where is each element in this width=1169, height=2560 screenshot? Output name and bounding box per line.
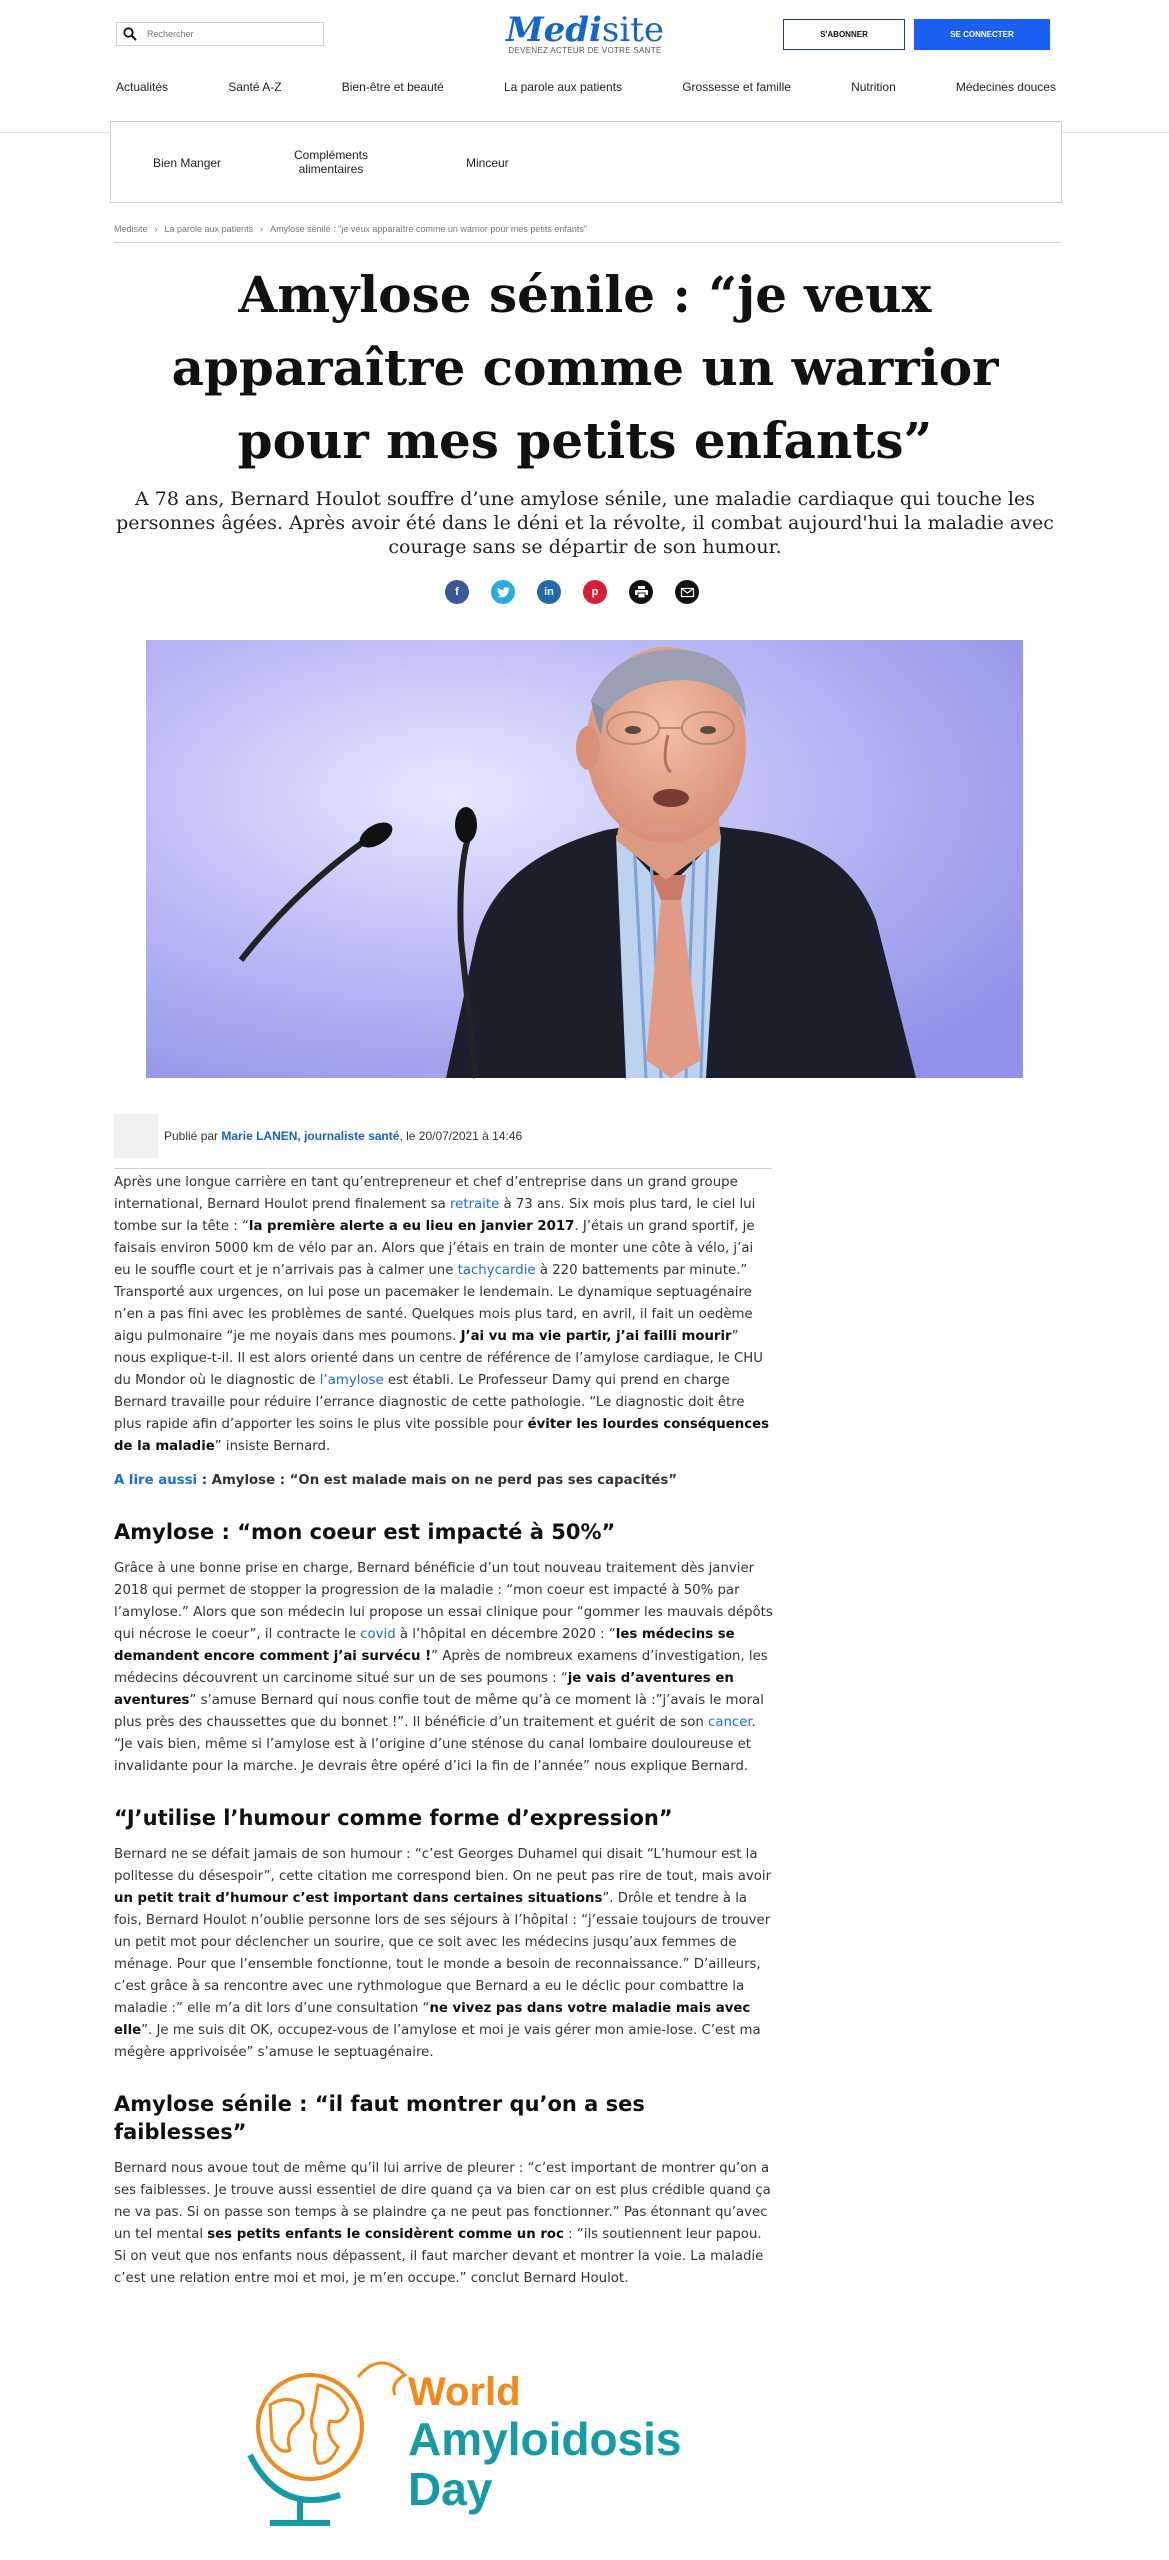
search-bar[interactable] <box>116 22 324 46</box>
also-read[interactable] <box>114 1470 774 1492</box>
also-read-title[interactable]: : Amylose : “On est malade mais on ne perd pas ses capacités” <box>197 1473 678 1488</box>
nav-item-bien-etre[interactable]: Bien-être et beauté <box>341 80 444 94</box>
article-body <box>114 1172 774 2302</box>
link-tachycardie[interactable]: tachycardie <box>457 1263 536 1278</box>
print-icon[interactable] <box>629 580 653 604</box>
search-input[interactable] <box>145 28 309 40</box>
text: . J’étais un grand sportif, je faisais environ 5000 km de vélo par an. Alors que j’étais en train de monter une côte à vélo, j’ai eu le souffle court et je n’arrivais pas à calmer une <box>114 1219 755 1278</box>
text: ”. Drôle et tendre à la fois, Bernard Houlot n’oublie personne lors de ses séjours à l’hôpital : “j’essaie toujours de trouver un petit mot pour déclencher un sourire, que ce soit avec les médecins jusqu’aux femmes de ménage. Pour que l’ensemble fonctionne, tout le monde a besoin de reconnaissance.” D’ailleurs, c’est grâce à sa rencontre avec une rythmologue que Bernard a eu le déclic pour combattre la maladie :” elle m’a dit lors d’une consultation “ <box>114 1891 771 2016</box>
bold-text: éviter les lourdes conséquences de la maladie <box>114 1417 770 1454</box>
bold-text: ses petits enfants le considèrent comme un roc <box>207 2227 564 2242</box>
pinterest-icon[interactable]: p <box>583 580 607 604</box>
breadcrumb-current: Amylose sénile : "je veux apparaître comme un warrior pour mes petits enfants" <box>270 224 588 234</box>
author-avatar <box>114 1114 158 1158</box>
text: à 73 ans. Six mois plus tard, le ciel lui tombe sur la tête : “ <box>114 1197 756 1234</box>
text: Bernard nous avoue tout de même qu’il lui arrive de pleurer : “c’est important de montrer qu’on a ses faiblesses. Je trouve aussi essentiel de dire quand ça va bien car on est plus crédible quand ça ne va pas. Si on passe son temps à se plaindre ça ne peut pas fonctionner.” Pas étonnant qu’avec un tel mental <box>114 2161 771 2242</box>
paragraph-2 <box>114 1558 774 1778</box>
world-amyloidosis-day-logo <box>230 2355 682 2535</box>
link-cancer[interactable]: cancer <box>708 1715 752 1730</box>
byline-prefix: Publié par <box>164 1129 219 1143</box>
breadcrumb-home[interactable]: Medisite <box>114 224 148 234</box>
text: : “ils soutiennent leur papou. Si on veut que nos enfants nous dépassent, il faut marcher devant et montrer la voie. La maladie c’est une relation entre moi et moi, je m’en occupe.” conclut Bernard Houlot. <box>114 2227 764 2286</box>
login-button[interactable]: SE CONNECTER <box>914 19 1050 50</box>
text: ”. Je me suis dit OK, occupez-vous de l’amylose et moi je vais gérer mon amie-lose. C’est ma mégère apprivoisée” s’amuse le septuagénaire. <box>114 2023 761 2060</box>
main-nav <box>116 80 1056 94</box>
nutrition-submenu <box>110 121 1062 203</box>
nav-item-nutrition[interactable]: Nutrition <box>851 80 896 94</box>
nav-item-medecines-douces[interactable]: Médecines douces <box>955 80 1056 94</box>
section-heading-3: Amylose sénile : “il faut montrer qu’on a ses faiblesses” <box>114 2092 645 2144</box>
globe-icon <box>250 2363 405 2523</box>
bold-text: les médecins se demandent encore comment j’ai survécu ! <box>114 1627 735 1664</box>
page-title: Amylose sénile : “je veux apparaître comme un warrior pour mes petits enfants” <box>171 265 999 470</box>
submenu-item-bien-manger[interactable]: Bien Manger <box>153 156 222 170</box>
author-link[interactable]: Marie LANEN, journaliste santé <box>221 1129 400 1143</box>
nav-item-sante-az[interactable]: Santé A-Z <box>228 80 282 94</box>
text: ” s’amuse Bernard qui nous confie tout de même qu’à ce moment là :”j’avais le moral plus près des chaussettes que du bonnet !”. Il bénéficie d’un traitement et guérit de son <box>114 1693 764 1730</box>
share-bar <box>445 580 699 604</box>
bold-text: la première alerte a eu lieu en janvier 2017 <box>248 1219 575 1234</box>
logo-prefix: Medi <box>505 10 602 50</box>
nav-item-parole-patients[interactable]: La parole aux patients <box>503 80 623 94</box>
submenu-item-minceur[interactable]: Minceur <box>466 156 509 170</box>
bold-text: je vais d’aventures en aventures <box>114 1671 734 1708</box>
text: . “Je vais bien, même si l’amylose est à l’origine d’une sténose du canal lombaire douloureuse et invalidante pour la marche. Je devrais être opéré d’ici la fin de l’année” nous explique Bernard. <box>114 1715 756 1774</box>
breadcrumb-divider <box>114 242 1060 243</box>
article-intro: A 78 ans, Bernard Houlot souffre d’une amylose sénile, une maladie cardiaque qui touche les personnes âgées. Après avoir été dans le déni et la révolte, il combat aujourd'hui la maladie avec courage sans se départir de son humour. <box>116 488 1054 558</box>
breadcrumb: Medisite › La parole aux patients › Amylose sénile : "je veux apparaître comme un warrior pour mes petits enfants" <box>114 224 588 234</box>
text: Grâce à une bonne prise en charge, Bernard bénéficie d’un tout nouveau traitement dès janvier 2018 qui permet de stopper la progression de la maladie : “mon coeur est impacté à 50% par l’amylose.” Alors que son médecin lui propose un essai clinique pour “gommer les mauvais dépôts qui nécrose le coeur”, il contracte le <box>114 1561 773 1642</box>
text: ” Après de nombreux examens d’investigation, les médecins découvrent un carcinome situé sur un de ses poumons : “ <box>114 1649 768 1686</box>
paragraph-3 <box>114 1844 774 2064</box>
linkedin-icon[interactable]: in <box>537 580 561 604</box>
logo-line3: Day <box>408 2463 493 2515</box>
text: ” nous explique-t-il. Il est alors orienté dans un centre de référence de l’amylose cardiaque, le CHU du Mondor où le diagnostic de <box>114 1329 764 1388</box>
link-amylose[interactable]: l’amylose <box>319 1373 384 1388</box>
section-heading-1: Amylose : “mon coeur est impacté à 50%” <box>114 1520 616 1544</box>
logo-tagline: DEVENEZ ACTEUR DE VOTRE SANTÉ <box>508 46 662 55</box>
link-covid[interactable]: covid <box>360 1627 396 1642</box>
bold-text: J’ai vu ma vie partir, j’ai failli mourir <box>460 1329 732 1344</box>
logo-suffix: site <box>601 10 665 50</box>
text: est établi. Le Professeur Damy qui prend en charge Bernard travaille pour réduire l’errance diagnostic de cette pathologie. “Le diagnostic doit être plus rapide afin d’apporter les soins le plus vite possible pour <box>114 1373 745 1432</box>
site-logo[interactable] <box>470 10 700 55</box>
facebook-icon[interactable]: f <box>445 580 469 604</box>
text: Bernard ne se défait jamais de son humour : “c’est Georges Duhamel qui disait “L’humour est la politesse du désespoir”, cette citation me correspond bien. On ne peut pas rire de tout, mais avoir <box>114 1847 772 1884</box>
paragraph-4 <box>114 2158 774 2290</box>
search-icon <box>123 27 137 41</box>
article-photo <box>146 640 1023 1078</box>
nav-item-actualites[interactable]: Actualités <box>116 80 169 94</box>
text: à 220 battements par minute.” Transporté aux urgences, on lui pose un pacemaker le lendemain. Le dynamique septuagénaire n’en a pas fini avec les problèmes de santé. Quelques mois plus tard, en avril, il fait un oedème aigu pulmonaire “je me noyais dans mes poumons. <box>114 1263 753 1344</box>
logo-line2: Amyloidosis <box>408 2413 682 2465</box>
logo-line1: World <box>408 2370 521 2414</box>
subscribe-button[interactable]: S'ABONNER <box>783 19 905 50</box>
text: à l’hôpital en décembre 2020 : “ <box>395 1627 616 1642</box>
bold-text: ne vivez pas dans votre maladie mais avec elle <box>114 2001 751 2038</box>
breadcrumb-category[interactable]: La parole aux patients <box>164 224 254 234</box>
publish-date: , le 20/07/2021 à 14:46 <box>399 1129 523 1143</box>
link-retraite[interactable]: retraite <box>449 1197 500 1212</box>
bold-text: un petit trait d’humour c’est important dans certaines situations <box>114 1891 603 1906</box>
article-byline <box>114 1114 522 1158</box>
section-heading-2: “J’utilise l’humour comme forme d’expression” <box>114 1806 673 1830</box>
paragraph-1 <box>114 1172 774 1458</box>
also-read-label[interactable]: A lire aussi <box>114 1473 198 1488</box>
text: ” insiste Bernard. <box>214 1439 331 1454</box>
email-icon[interactable] <box>675 580 699 604</box>
text: Après une longue carrière en tant qu’entrepreneur et chef d’entreprise dans un grand groupe international, Bernard Houlot prend finalement sa <box>114 1175 738 1212</box>
nav-item-grossesse[interactable]: Grossesse et famille <box>682 80 791 94</box>
twitter-icon[interactable] <box>491 580 515 604</box>
byline-divider <box>114 1168 772 1169</box>
submenu-item-complements[interactable]: Compléments alimentaires <box>293 148 369 176</box>
